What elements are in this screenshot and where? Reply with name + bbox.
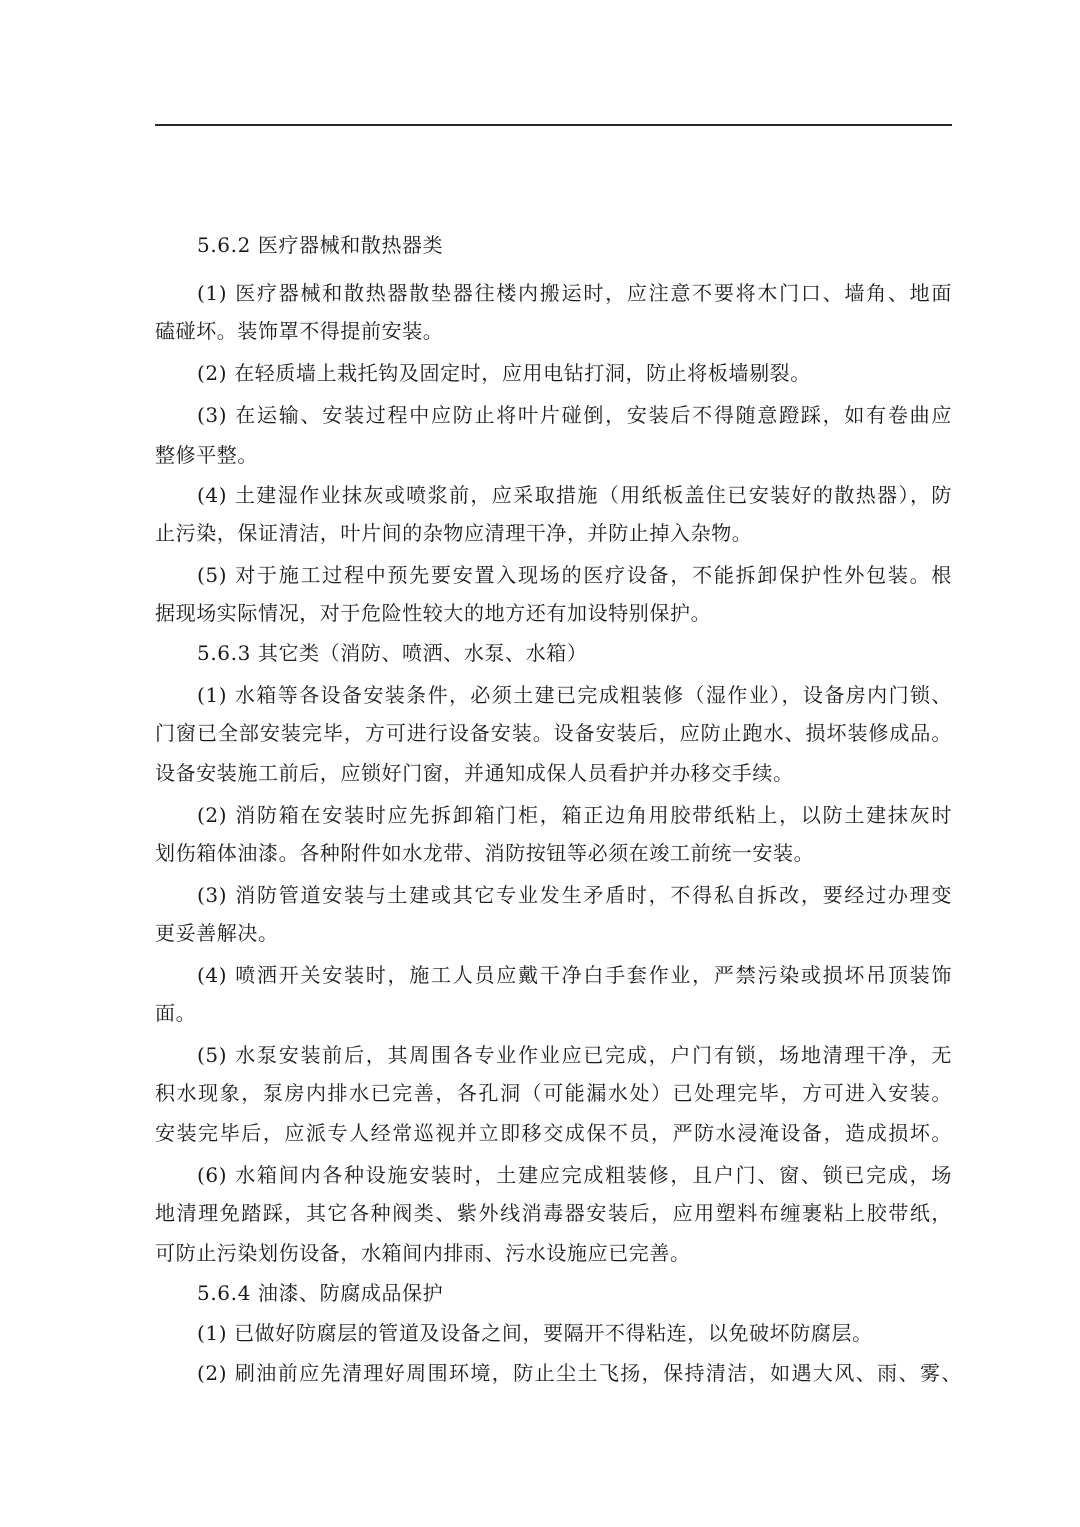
section-heading: 5.6.3 其它类（消防、喷洒、水泵、水箱） (197, 641, 588, 665)
paragraph-line: (5) 水泵安装前后，其周围各专业作业应已完成，户门有锁，场地清理干净，无 (197, 1043, 952, 1067)
paragraph-line: 可防止污染划伤设备，水箱间内排雨、污水设施应已完善。 (155, 1241, 691, 1265)
paragraph-line: (2) 刷油前应先清理好周围环境，防止尘土飞扬，保持清洁，如遇大风、雨、雾、 (197, 1361, 962, 1385)
paragraph-line: 设备安装施工前后，应锁好门窗，并通知成保人员看护并办移交手续。 (155, 761, 794, 785)
header-rule (155, 124, 952, 126)
paragraph-line: 更妥善解决。 (155, 921, 279, 945)
section-heading: 5.6.2 医疗器械和散热器类 (197, 233, 444, 257)
paragraph-line: 整修平整。 (155, 443, 258, 467)
paragraph-line: (3) 消防管道安装与土建或其它专业发生矛盾时，不得私自拆改，要经过办理变 (197, 883, 952, 907)
paragraph-line: (6) 水箱间内各种设施安装时，土建应完成粗装修，且户门、窗、锁已完成，场 (197, 1163, 952, 1187)
paragraph-line: 积水现象，泵房内排水已完善，各孔洞（可能漏水处）已处理完毕，方可进入安装。 (155, 1081, 952, 1105)
paragraph-line: (4) 喷洒开关安装时，施工人员应戴干净白手套作业，严禁污染或损坏吊顶装饰 (197, 963, 952, 987)
paragraph-line: (1) 医疗器械和散热器散垫器往楼内搬运时，应注意不要将木门口、墙角、地面 (197, 281, 952, 305)
paragraph-line: 划伤箱体油漆。各种附件如水龙带、消防按钮等必须在竣工前统一安装。 (155, 841, 815, 865)
paragraph-line: 磕碰坏。装饰罩不得提前安装。 (155, 319, 444, 343)
paragraph-line: (3) 在运输、安装过程中应防止将叶片碰倒，安装后不得随意蹬踩，如有卷曲应 (197, 403, 952, 427)
paragraph-line: 安装完毕后，应派专人经常巡视并立即移交成保不员，严防水浸淹设备，造成损坏。 (155, 1121, 952, 1145)
paragraph-line: (2) 在轻质墙上栽托钩及固定时，应用电钻打洞，防止将板墙剔裂。 (197, 361, 811, 385)
paragraph-line: (1) 水箱等各设备安装条件，必须土建已完成粗装修（湿作业），设备房内门锁、 (197, 683, 952, 707)
paragraph-line: 地清理免踏踩，其它各种阀类、紫外线消毒器安装后，应用塑料布缠裹粘上胶带纸， (155, 1201, 952, 1225)
paragraph-line: 止污染，保证清洁，叶片间的杂物应清理干净，并防止掉入杂物。 (155, 521, 753, 545)
paragraph-line: 面。 (155, 1001, 197, 1025)
paragraph-line: (4) 土建湿作业抹灰或喷浆前，应采取措施（用纸板盖住已安装好的散热器），防 (197, 483, 952, 507)
paragraph-line: 门窗已全部安装完毕，方可进行设备安装。设备安装后，应防止跑水、损坏装修成品。 (155, 721, 952, 745)
paragraph-line: (2) 消防箱在安装时应先拆卸箱门柜，箱正边角用胶带纸粘上，以防土建抹灰时 (197, 803, 952, 827)
paragraph-line: 据现场实际情况，对于危险性较大的地方还有加设特别保护。 (155, 601, 712, 625)
paragraph-line: (1) 已做好防腐层的管道及设备之间，要隔开不得粘连，以免破坏防腐层。 (197, 1321, 873, 1345)
paragraph-line: (5) 对于施工过程中预先要安置入现场的医疗设备，不能拆卸保护性外包装。根 (197, 563, 952, 587)
section-heading: 5.6.4 油漆、防腐成品保护 (197, 1281, 444, 1305)
